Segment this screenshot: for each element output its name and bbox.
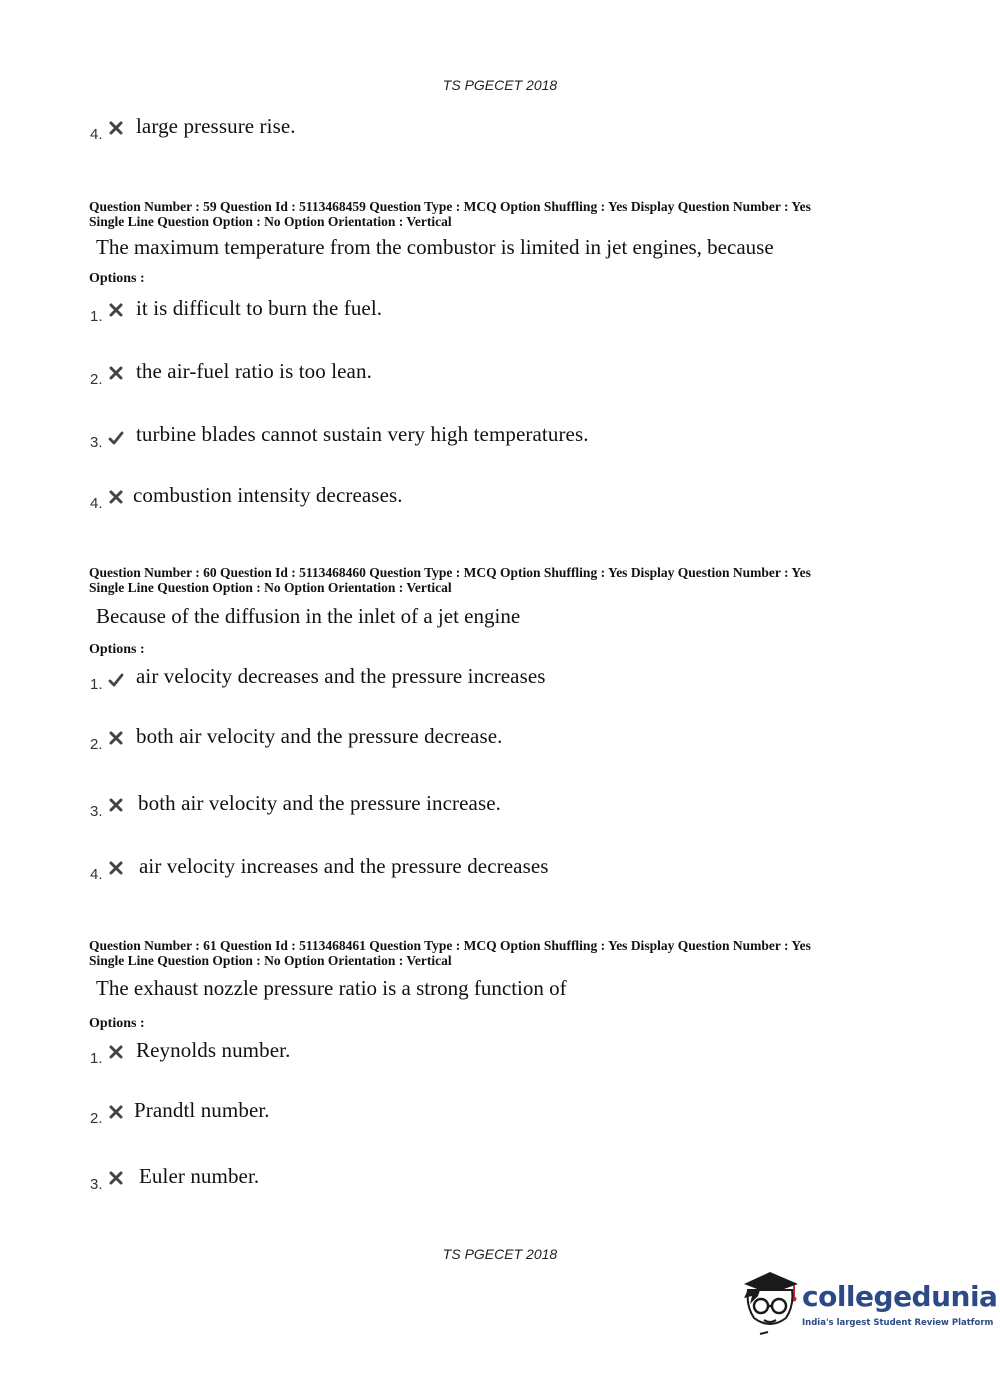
option-number: 3. (90, 1176, 103, 1193)
option-text: air velocity decreases and the pressure increases (136, 664, 546, 688)
option-text: the air-fuel ratio is too lean. (136, 359, 372, 383)
cross-icon (108, 1044, 124, 1060)
option-number: 3. (90, 803, 103, 820)
question-meta-line: Single Line Question Option : No Option Orientation : Vertical (89, 952, 452, 968)
cross-icon (108, 1170, 124, 1186)
check-icon (108, 672, 124, 688)
question-meta-line: Question Number : 60 Question Id : 5113468460 Question Type : MCQ Option Shuffling : Yes Display Question Number : Yes (89, 565, 811, 580)
options-label: Options : (89, 271, 145, 286)
question-text: Because of the diffusion in the inlet of a jet engine (96, 604, 521, 628)
question-meta-line: Single Line Question Option : No Option Orientation : Vertical (89, 579, 452, 595)
collegedunia-logo (740, 1268, 998, 1338)
option-number: 1. (90, 308, 103, 325)
brand-name: collegedunia (802, 1280, 998, 1313)
question-meta-line: Question Number : 61 Question Id : 5113468461 Question Type : MCQ Option Shuffling : Yes Display Question Number : Yes (89, 938, 811, 953)
question-meta-line: Single Line Question Option : No Option Orientation : Vertical (89, 213, 452, 229)
question-meta-line: Question Number : 59 Question Id : 5113468459 Question Type : MCQ Option Shuffling : Yes Display Question Number : Yes (89, 199, 811, 214)
option-text: turbine blades cannot sustain very high temperatures. (136, 422, 589, 446)
question-meta (89, 566, 929, 595)
option-number: 2. (90, 371, 103, 388)
option-text: it is difficult to burn the fuel. (136, 296, 383, 320)
question-text: The maximum temperature from the combustor is limited in jet engines, because (96, 235, 774, 259)
option-number: 1. (90, 676, 103, 693)
option-text: air velocity increases and the pressure decreases (139, 854, 549, 878)
option-text: both air velocity and the pressure decrease. (136, 724, 503, 748)
question-text: The exhaust nozzle pressure ratio is a strong function of (96, 976, 567, 1000)
cross-icon (108, 365, 124, 381)
brand-tagline: India's largest Student Review Platform (802, 1318, 994, 1328)
question-meta (89, 200, 929, 229)
option-number: 2. (90, 1110, 103, 1127)
mascot-icon (740, 1268, 802, 1338)
page-footer: TS PGECET 2018 (442, 1246, 558, 1262)
cross-icon (108, 797, 124, 813)
cross-icon (108, 302, 124, 318)
cross-icon (108, 1104, 124, 1120)
option-text: Prandtl number. (134, 1098, 270, 1122)
cross-icon (108, 730, 124, 746)
page-header: TS PGECET 2018 (442, 77, 558, 93)
option-text: large pressure rise. (136, 114, 296, 138)
option-text: Reynolds number. (136, 1038, 291, 1062)
option-text: both air velocity and the pressure increase. (138, 791, 502, 815)
option-number: 4. (90, 495, 103, 512)
options-label: Options : (89, 642, 145, 657)
option-text: Euler number. (139, 1164, 260, 1188)
cross-icon (108, 860, 124, 876)
question-meta (89, 939, 929, 968)
option-number: 3. (90, 434, 103, 451)
options-label: Options : (89, 1016, 145, 1031)
cross-icon (108, 489, 124, 505)
option-number: 4. (90, 126, 103, 143)
check-icon (108, 430, 124, 446)
option-number: 2. (90, 736, 103, 753)
option-number: 4. (90, 866, 103, 883)
cross-icon (108, 120, 124, 136)
option-text: combustion intensity decreases. (133, 483, 403, 507)
option-number: 1. (90, 1050, 103, 1067)
